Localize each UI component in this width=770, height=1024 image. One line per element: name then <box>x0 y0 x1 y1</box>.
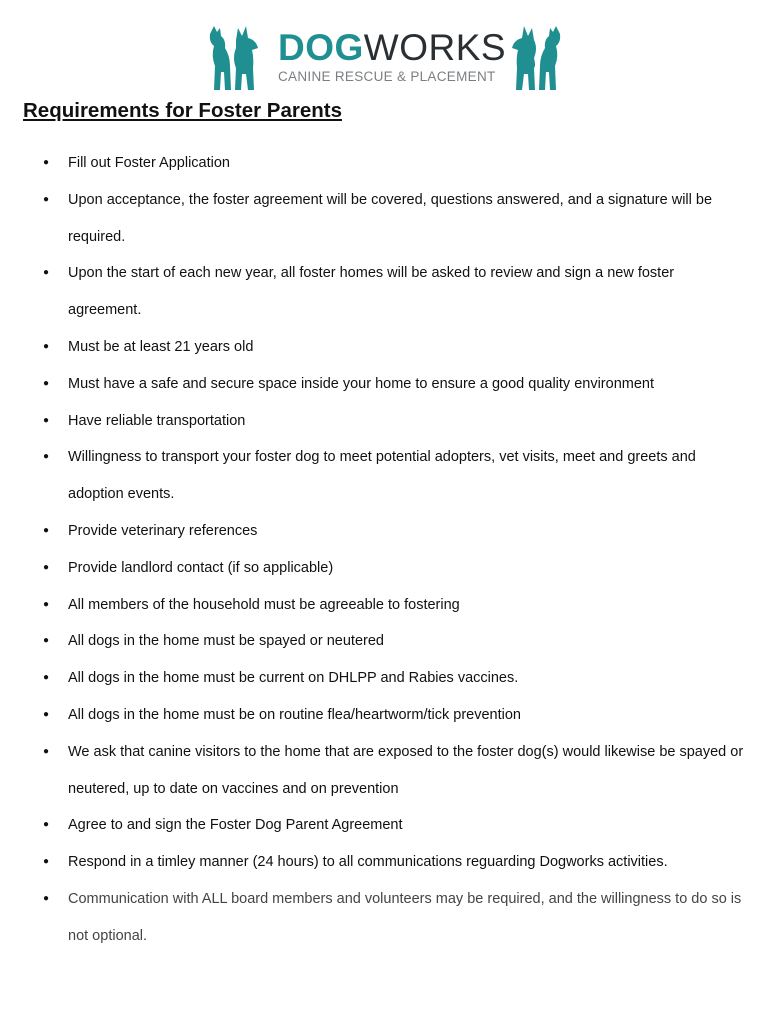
list-item: ● We ask that canine visitors to the home that are exposed to the foster dog(s) would likewise be spayed or neutered, up to date on vaccines and on prevention <box>0 734 770 808</box>
list-item: ● Upon the start of each new year, all foster homes will be asked to review and sign a new foster agreement. <box>0 255 770 329</box>
list-item: ● Have reliable transportation <box>0 403 770 440</box>
list-item: ● Must have a safe and secure space inside your home to ensure a good quality environment <box>0 366 770 403</box>
brand-tagline: CANINE RESCUE & PLACEMENT <box>278 69 496 84</box>
brand-name <box>278 28 508 68</box>
list-item: ● Agree to and sign the Foster Dog Parent Agreement <box>0 807 770 844</box>
requirements-list <box>0 145 770 955</box>
list-item: ● Respond in a timley manner (24 hours) to all communications reguarding Dogworks activities. <box>0 844 770 881</box>
brand-light: WORKS <box>363 27 507 68</box>
page-title: Requirements for Foster Parents <box>23 99 342 122</box>
dogworks-logo <box>208 22 564 94</box>
list-item: ● Fill out Foster Application <box>0 145 770 182</box>
list-item: ● Provide veterinary references <box>0 513 770 550</box>
list-item: ● All dogs in the home must be on routine flea/heartworm/tick prevention <box>0 697 770 734</box>
dog-silhouette-icon <box>208 22 262 92</box>
list-item: ● All dogs in the home must be current on DHLPP and Rabies vaccines. <box>0 660 770 697</box>
list-item: ● Communication with ALL board members and volunteers may be required, and the willingness to do so is not optional. <box>0 881 770 955</box>
list-item: ● All members of the household must be agreeable to fostering <box>0 587 770 624</box>
wordmark <box>278 28 508 85</box>
list-item: ● Willingness to transport your foster dog to meet potential adopters, vet visits, meet and greets and adoption events. <box>0 439 770 513</box>
list-item: ● Upon acceptance, the foster agreement will be covered, questions answered, and a signature will be required. <box>0 182 770 256</box>
list-item: ● Provide landlord contact (if so applicable) <box>0 550 770 587</box>
brand-bold: DOG <box>278 27 364 68</box>
dog-silhouette-icon <box>508 22 562 92</box>
list-item: ● All dogs in the home must be spayed or neutered <box>0 623 770 660</box>
list-item: ● Must be at least 21 years old <box>0 329 770 366</box>
